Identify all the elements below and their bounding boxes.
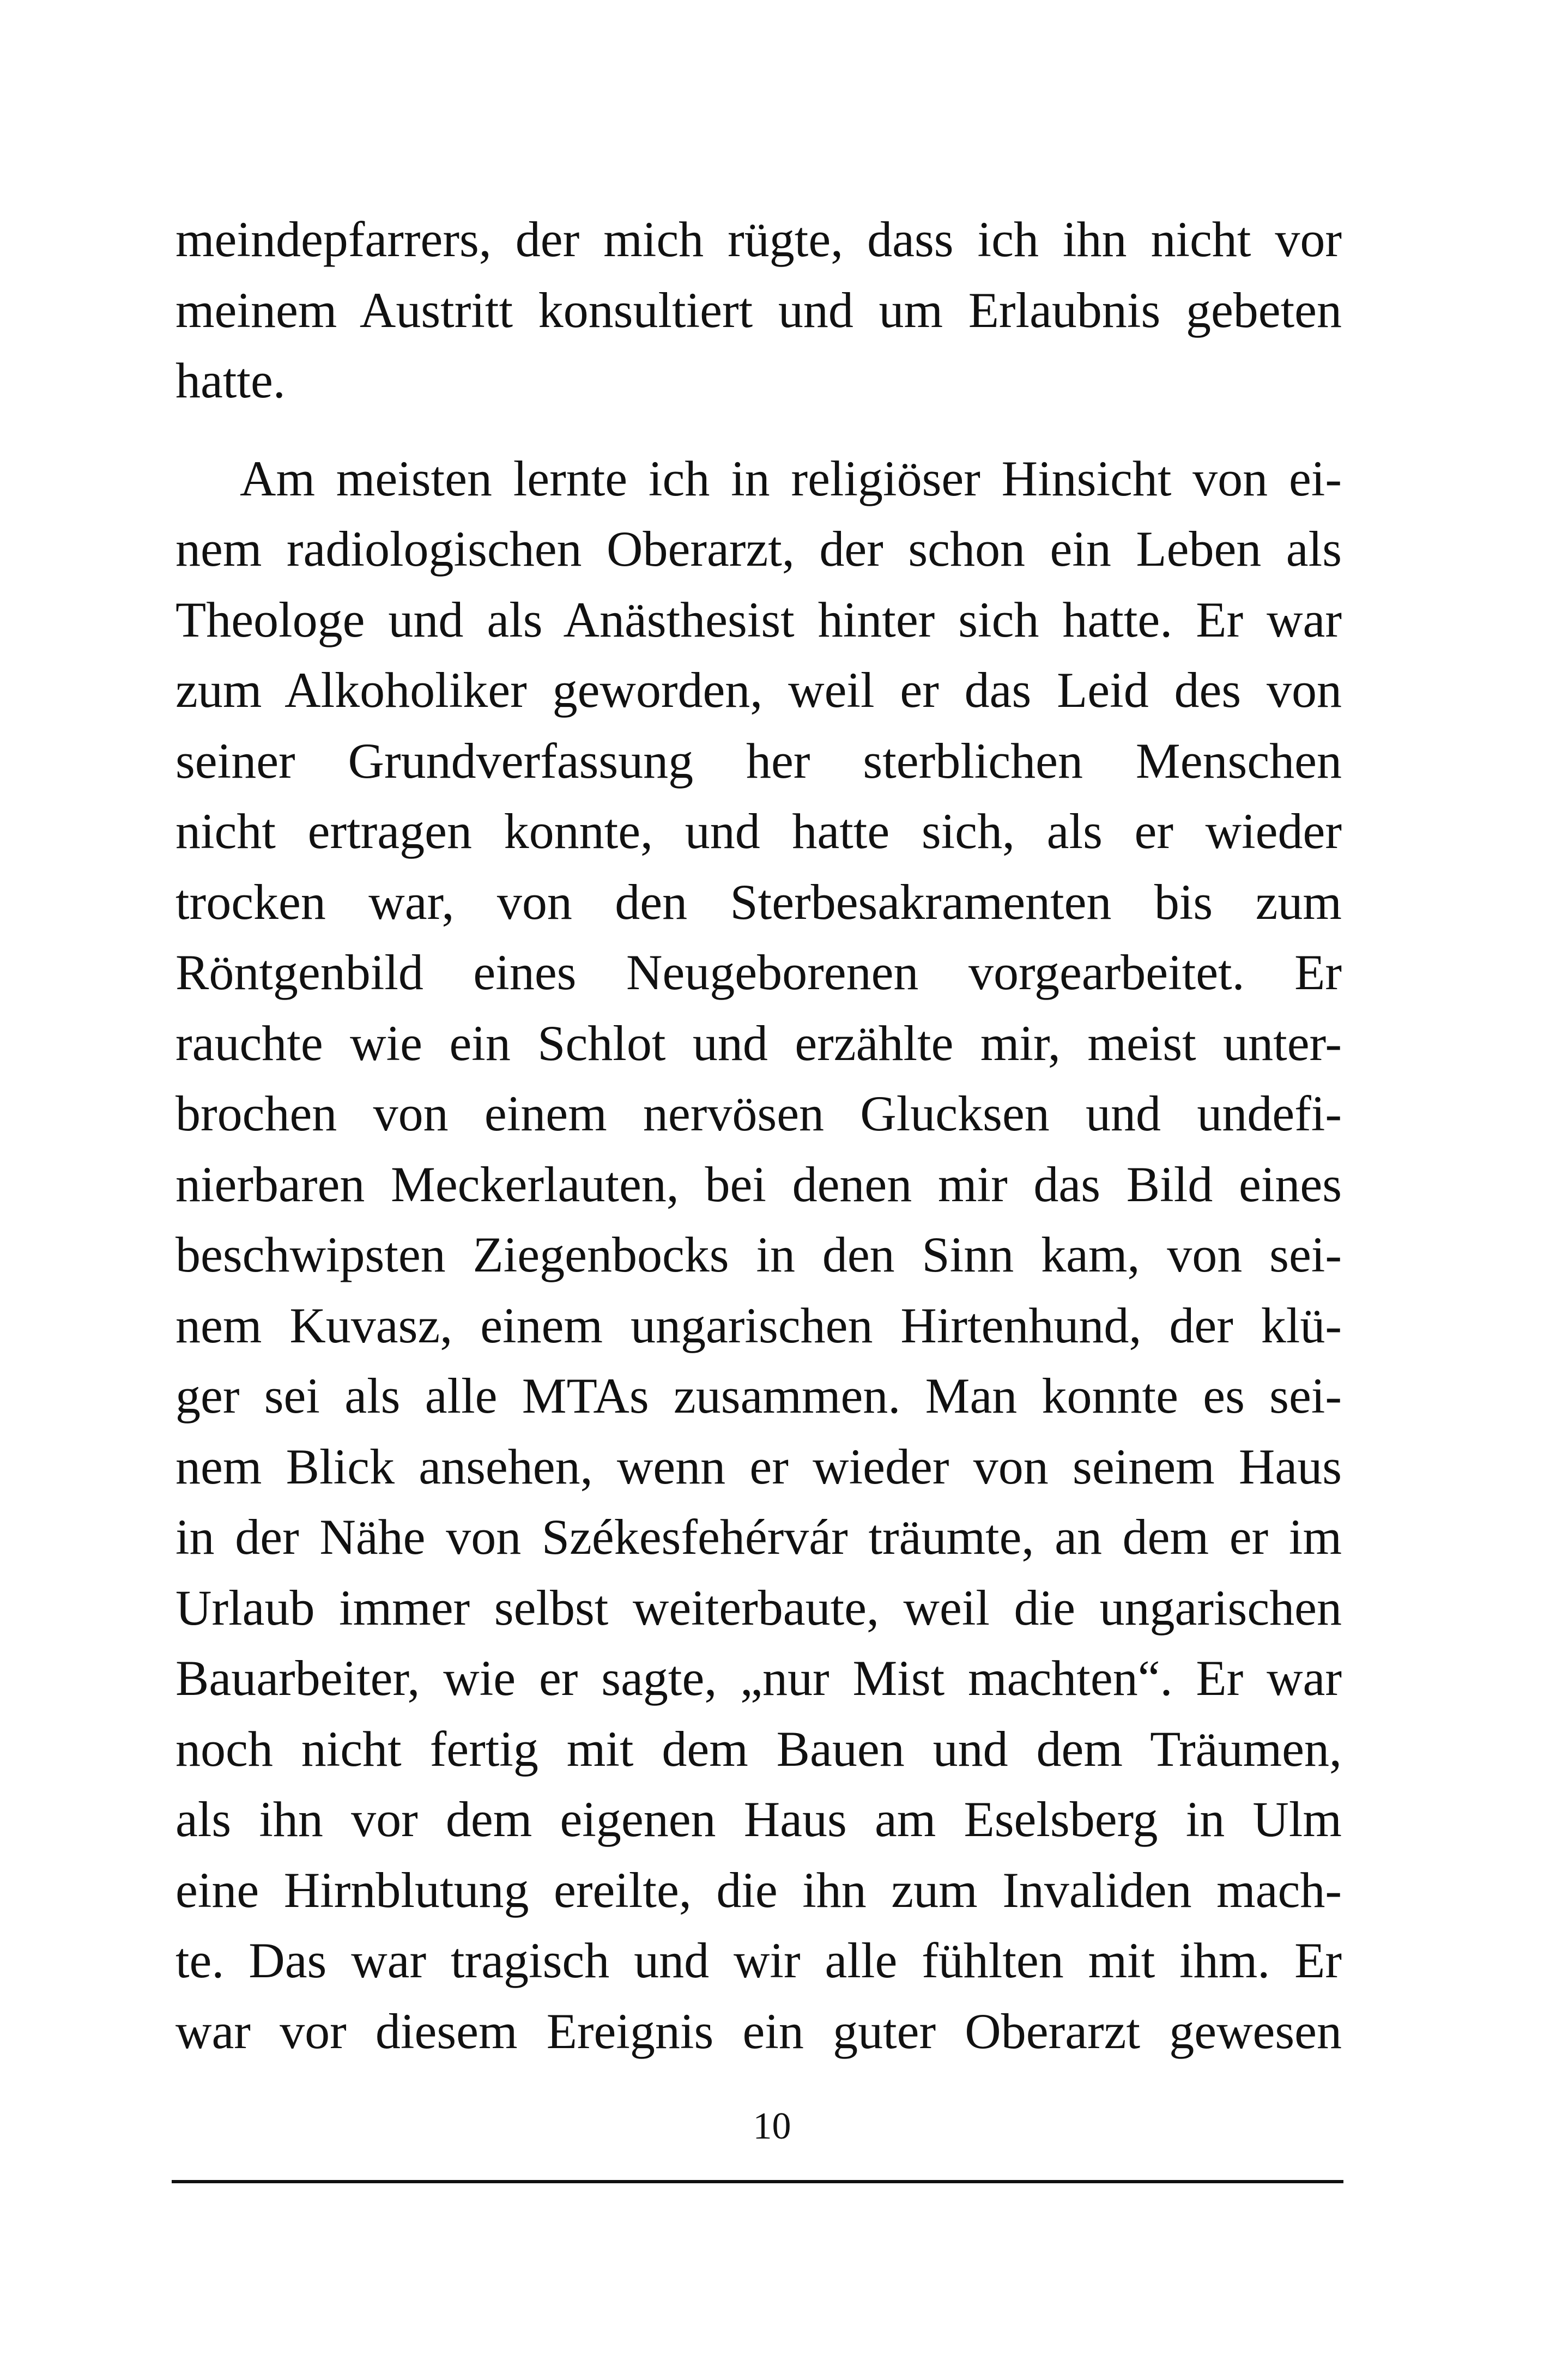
text-line: Urlaub immer selbst weiterbaute, weil die ungarischen <box>175 1579 1342 1636</box>
text-line: Bauarbeiter, wie er sagte, „nur Mist machten“. Er war <box>175 1650 1342 1706</box>
text-line: Röntgenbild eines Neugeborenen vorgearbeitet. Er <box>175 944 1342 1000</box>
text-line: war vor diesem Ereignis ein guter Oberarzt gewesen <box>175 2003 1342 2059</box>
paragraph-1 <box>175 204 1342 416</box>
footer-divider <box>172 2180 1343 2183</box>
text-line: noch nicht fertig mit dem Bauen und dem Träumen, <box>175 1721 1342 1777</box>
text-line: zum Alkoholiker geworden, weil er das Leid des von <box>175 662 1342 718</box>
text-line: Theologe und als Anästhesist hinter sich hatte. Er war <box>175 591 1342 647</box>
text-line: ger sei als alle MTAs zusammen. Man konnte es sei- <box>175 1368 1342 1424</box>
text-line: meindepfarrers, der mich rügte, dass ich ihn nicht vor <box>175 211 1342 267</box>
text-line: meinem Austritt konsultiert und um Erlaubnis gebeten <box>175 282 1342 338</box>
text-line: nem Blick ansehen, wenn er wieder von seinem Haus <box>175 1438 1342 1494</box>
text-line: nem radiologischen Oberarzt, der schon ein Leben als <box>175 521 1342 577</box>
text-line: nicht ertragen konnte, und hatte sich, als er wieder <box>175 803 1342 859</box>
text-line: rauchte wie ein Schlot und erzählte mir, meist unter- <box>175 1015 1342 1071</box>
text-line: hatte. <box>175 353 286 408</box>
text-line: beschwipsten Ziegenbocks in den Sinn kam, von sei- <box>175 1227 1342 1282</box>
text-line: seiner Grundverfassung her sterblichen Menschen <box>175 732 1342 789</box>
text-line: te. Das war tragisch und wir alle fühlten mit ihm. Er <box>175 1933 1342 1988</box>
text-line: eine Hirnblutung ereilte, die ihn zum Invaliden mach- <box>175 1862 1342 1918</box>
text-line: in der Nähe von Székesfehérvár träumte, an dem er im <box>175 1509 1342 1565</box>
text-line: nierbaren Meckerlauten, bei denen mir das Bild eines <box>175 1156 1342 1212</box>
text-line: als ihn vor dem eigenen Haus am Eselsberg in Ulm <box>175 1791 1342 1847</box>
text-line: trocken war, von den Sterbesakramenten bis zum <box>175 874 1342 930</box>
text-line: nem Kuvasz, einem ungarischen Hirtenhund, der klü- <box>175 1297 1342 1353</box>
text-line: brochen von einem nervösen Glucksen und undefi- <box>175 1086 1342 1141</box>
paragraph-gap <box>175 416 1342 444</box>
body-text <box>175 204 1342 2067</box>
page-number: 10 <box>753 2105 791 2147</box>
paragraph-2 <box>175 444 1342 2067</box>
text-line: Am meisten lernte ich in religiöser Hinsicht von ei- <box>240 450 1342 506</box>
